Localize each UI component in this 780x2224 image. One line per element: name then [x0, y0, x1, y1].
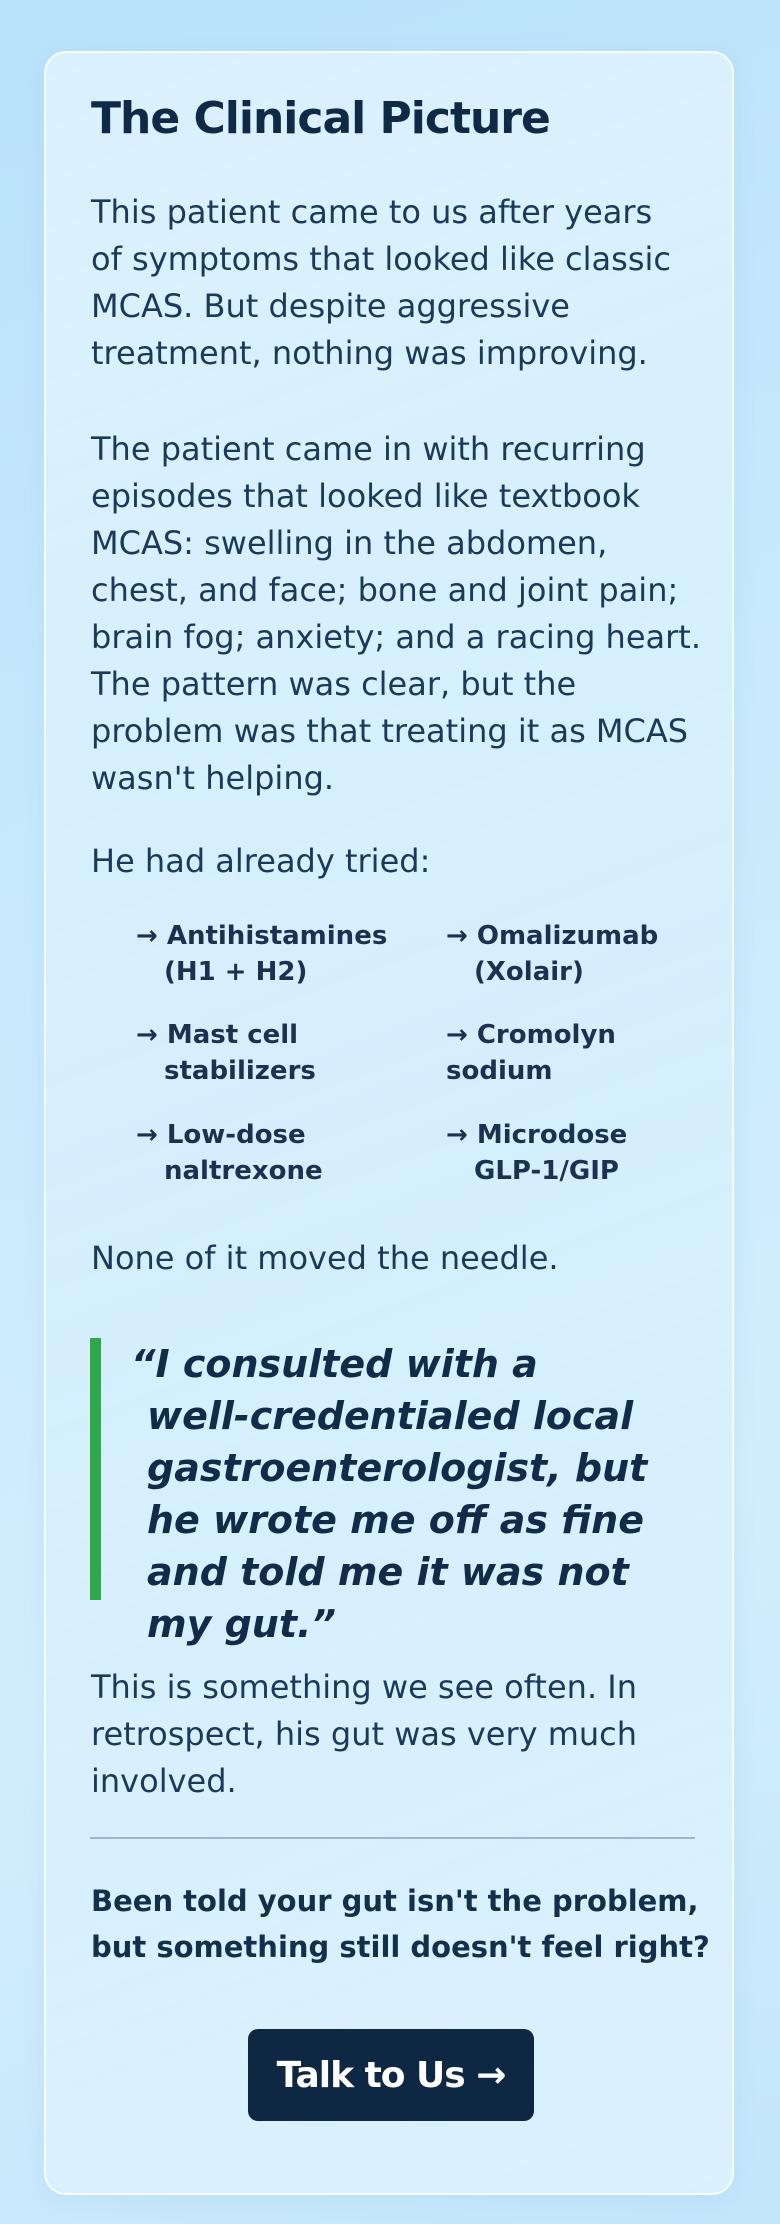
tried-item-line1: → Antihistamines [136, 921, 388, 951]
section-title: The Clinical Picture [91, 93, 550, 144]
symptoms-paragraph: The patient came in with recurring episodes that looked like textbook MCAS: swelling in the abdomen, chest, and face; bone and joint pain; brain fog; anxiety; and a racing heart. The pattern was clear, but the problem was that treating it as MCAS wasn't helping. [91, 430, 701, 797]
patient-quote [131, 1338, 691, 1650]
quote-line-1: “I consulted with a [131, 1342, 538, 1386]
intro-paragraph: This patient came to us after years of symptoms that looked like classic MCAS. But despite aggressive treatment, nothing was improving. [91, 193, 671, 372]
section-divider [90, 1837, 695, 1839]
clinical-picture-card [44, 51, 734, 2195]
tried-item-naltrexone [136, 1117, 396, 1189]
talk-to-us-button[interactable]: Talk to Us → [248, 2029, 534, 2121]
tried-intro: He had already tried: [91, 842, 431, 880]
tried-item-line2: GLP-1/GIP [474, 1156, 619, 1186]
retrospect-paragraph: This is something we see often. In retrospect, his gut was very much involved. [91, 1668, 638, 1800]
tried-item-line1: → Mast cell [136, 1020, 299, 1050]
quote-accent-bar [90, 1338, 101, 1600]
tried-item-omalizumab [446, 918, 706, 990]
tried-item-line1: → Microdose [446, 1120, 628, 1150]
tried-item-cromolyn [446, 1017, 706, 1089]
tried-item-line1: → Low-dose [136, 1120, 306, 1150]
tried-item-mast-cell-stabilizers [136, 1017, 396, 1089]
tried-item-line1: → Cromolyn [446, 1020, 616, 1050]
cta-question: Been told your gut isn't the problem, but something still doesn't feel right? [91, 1884, 710, 1964]
tried-item-glp1 [446, 1117, 706, 1189]
tried-item-line2: (H1 + H2) [164, 957, 308, 987]
tried-item-line1: → Omalizumab [446, 921, 659, 951]
tried-item-line2: stabilizers [164, 1056, 316, 1086]
tried-item-line2: (Xolair) [474, 957, 584, 987]
tried-item-line2: sodium [446, 1056, 553, 1086]
tried-item-line2: naltrexone [164, 1156, 323, 1186]
tried-item-antihistamines [136, 918, 396, 990]
none-moved-text: None of it moved the needle. [91, 1239, 559, 1277]
quote-line-rest: well-credentialed local gastroenterologist, but he wrote me off as fine and told me it was not my gut.” [147, 1394, 648, 1646]
